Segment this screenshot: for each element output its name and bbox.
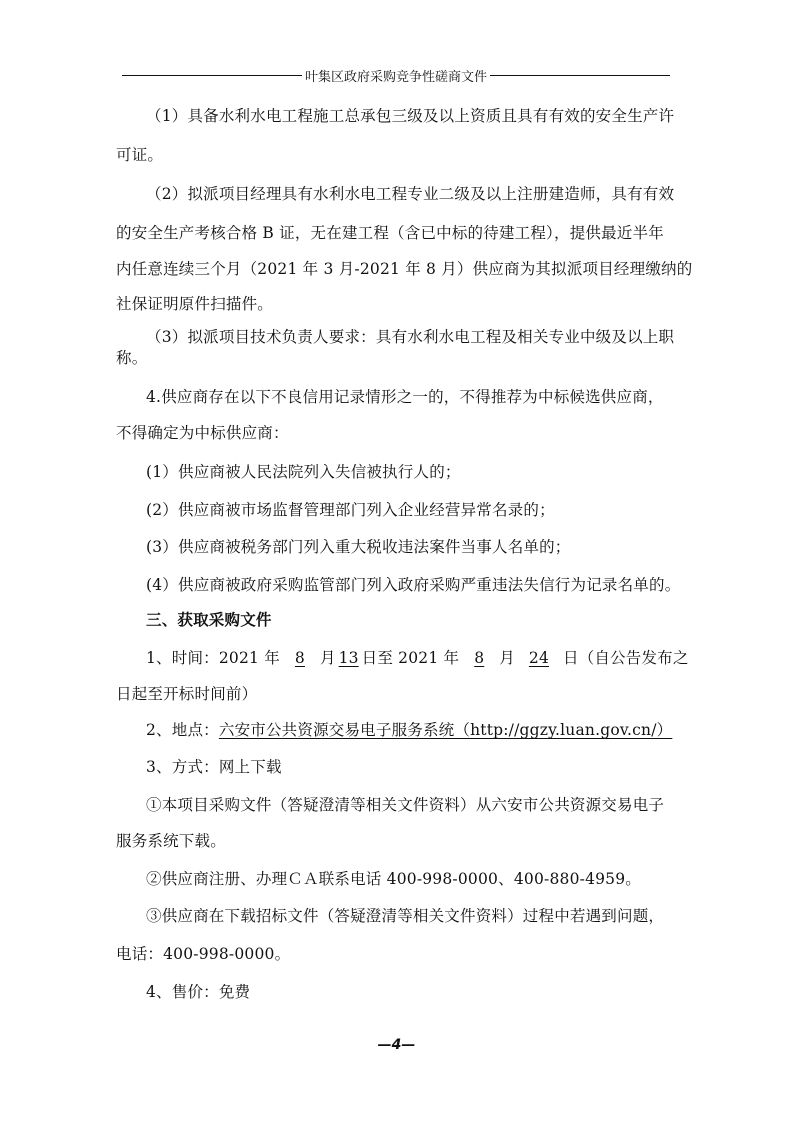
list-item: (3）供应商被税务部门列入重大税收违法案件当事人名单的； bbox=[146, 538, 571, 556]
list-item: (2）供应商被市场监督管理部门列入企业经营异常名录的； bbox=[146, 501, 555, 519]
paragraph-line: 电话：400-998-0000。 bbox=[116, 945, 291, 963]
list-item: (4）供应商被政府采购监管部门列入政府采购严重违法失信行为记录名单的。 bbox=[146, 576, 681, 594]
to-year-label: 日至 2021 年 bbox=[361, 649, 460, 667]
paragraph-line: ②供应商注册、办理ＣＡ联系电话 400-998-0000、400-880-4959。 bbox=[146, 870, 642, 888]
location-link[interactable]: 六安市公共资源交易电子服务系统（http://ggzy.luan.gov.cn/） bbox=[218, 721, 673, 739]
section-heading: 三、获取采购文件 bbox=[146, 611, 272, 629]
time-line bbox=[146, 648, 689, 668]
paragraph-line: 4、售价：免费 bbox=[146, 983, 251, 1001]
paragraph-line: （1）具备水利水电工程施工总承包三级及以上资质且具有有效的安全生产许 bbox=[146, 107, 675, 125]
list-item: (1）供应商被人民法院列入失信被执行人的； bbox=[146, 463, 461, 481]
paragraph-line: 可证。 bbox=[116, 146, 164, 164]
location-label: 2、地点： bbox=[146, 721, 219, 739]
paragraph-line: 称。 bbox=[116, 349, 148, 367]
paragraph-line: 服务系统下载。 bbox=[116, 832, 226, 850]
paragraph-line: ③供应商在下载招标文件（答疑澄清等相关文件资料）过程中若遇到问题， bbox=[146, 907, 665, 925]
paragraph-line: 4.供应商存在以下不良信用记录情形之一的，不得推荐为中标候选供应商， bbox=[146, 388, 664, 406]
end-month: 8 bbox=[474, 649, 485, 667]
header-rule-right bbox=[490, 75, 670, 76]
paragraph-line: （3）拟派项目技术负责人要求：具有水利水电工程及相关专业中级及以上职 bbox=[146, 328, 675, 346]
page-number: —4— bbox=[377, 1037, 416, 1053]
paragraph-line: （2）拟派项目经理具有水利水电工程专业二级及以上注册建造师，具有有效 bbox=[146, 185, 675, 203]
page-header bbox=[122, 66, 670, 84]
start-day: 13 bbox=[338, 649, 359, 667]
time-label: 1、时间：2021 年 bbox=[146, 649, 280, 667]
paragraph-line: ①本项目采购文件（答疑澄清等相关文件资料）从六安市公共资源交易电子 bbox=[146, 796, 665, 814]
end-day: 24 bbox=[528, 649, 550, 667]
paragraph-line: 不得确定为中标供应商： bbox=[116, 424, 289, 442]
time-note: 日（自公告发布之 bbox=[562, 649, 689, 667]
paragraph-line: 的安全生产考核合格 B 证，无在建工程（含已中标的待建工程），提供最近半年 bbox=[116, 224, 664, 242]
header-title: 叶集区政府采购竞争性磋商文件 bbox=[305, 69, 488, 85]
paragraph-line: 内任意连续三个月（2021 年 3 月-2021 年 8 月）供应商为其拟派项目经理缴纳的 bbox=[116, 260, 693, 278]
month-label: 月 bbox=[499, 649, 515, 667]
location-line bbox=[146, 720, 672, 740]
paragraph-line: 3、方式：网上下载 bbox=[146, 758, 282, 776]
start-month: 8 bbox=[294, 649, 305, 667]
paragraph-line: 社保证明原件扫描件。 bbox=[116, 295, 274, 313]
month-label: 月 bbox=[319, 649, 336, 667]
paragraph-line: 日起至开标时间前） bbox=[116, 685, 258, 703]
header-rule-left bbox=[122, 75, 302, 76]
